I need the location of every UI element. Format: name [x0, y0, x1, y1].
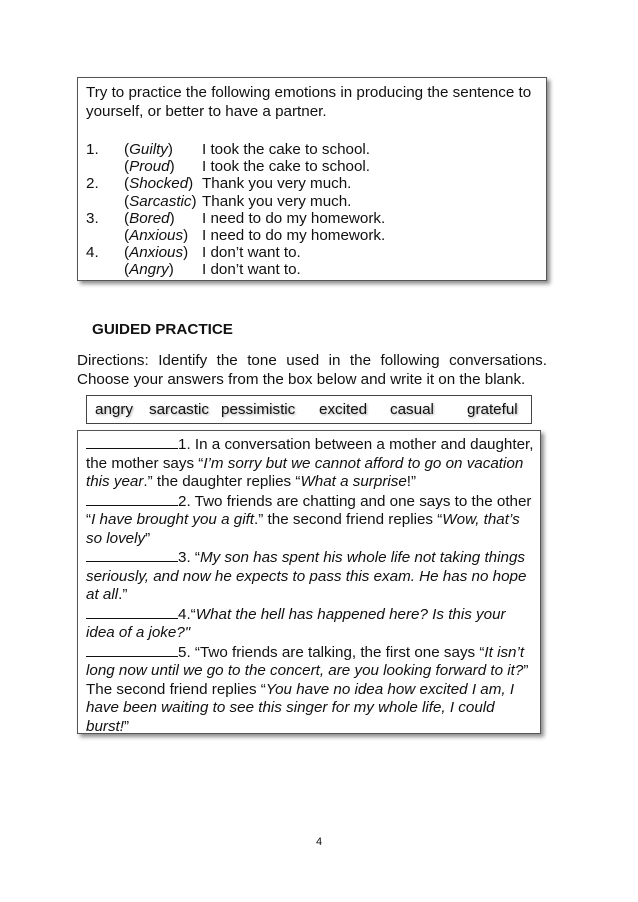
word-choice-box	[86, 395, 532, 424]
emotion-label: (Anxious)	[124, 227, 189, 244]
conversation-item	[86, 548, 534, 605]
answer-blank[interactable]	[86, 492, 178, 506]
practice-sentence: I took the cake to school.	[202, 141, 371, 158]
conversation-text: “	[194, 549, 200, 566]
word-choice: pessimistic	[221, 401, 296, 418]
practice-sentence: I need to do my homework.	[202, 209, 386, 227]
emotion-row-number: 3.	[86, 209, 99, 227]
practice-sentence: Thank you very much.	[202, 175, 352, 193]
word-choice: casual	[390, 401, 434, 418]
conversation-text: .” the daughter replies “	[143, 473, 301, 490]
conversation-number: 3.	[178, 549, 195, 566]
emotion-row-number: 2.	[86, 175, 99, 193]
conversation-text: Two friends are chatting and one says to the other “	[86, 492, 532, 528]
practice-sentence: I don’t want to.	[202, 244, 301, 262]
emotion-row-number: 1.	[86, 141, 99, 158]
conversation-number: 1.	[178, 436, 195, 453]
conversation-text: “Two friends are talking, the first one says “	[194, 643, 485, 661]
answer-blank[interactable]	[86, 548, 178, 562]
emotion-label: (Proud)	[124, 158, 175, 176]
answer-blank[interactable]	[86, 605, 178, 619]
conversation-text: In a conversation between a mother and daughter, the mother says “	[86, 436, 534, 472]
conversation-item	[86, 492, 534, 549]
conversation-text: ” The second friend replies “	[86, 662, 529, 698]
directions-text: Directions: Identify the tone used in the following conversations. Choose your answers from the box below and write it on the blank.	[77, 352, 547, 388]
answer-blank[interactable]	[86, 435, 178, 449]
conversation-text: ”	[145, 529, 151, 547]
conversation-number: 5.	[178, 643, 195, 661]
dialogue-quote: What a surprise	[300, 473, 407, 490]
conversation-text: .”	[118, 586, 128, 603]
conversation-text: !”	[406, 473, 417, 490]
word-choice: angry	[95, 401, 133, 418]
emotion-label: (Anxious)	[124, 244, 189, 262]
conversation-item	[86, 435, 534, 492]
dialogue-quote: You have no idea how excited I am, I have been waiting to see this singer for my whole life, I could burst!	[86, 680, 515, 735]
emotions-practice-box	[77, 77, 547, 281]
dialogue-quote: My son has spent his whole life not taking things seriously, and now he expects to pass this exam. He has no hope at all	[86, 549, 527, 603]
conversation-text: ”	[123, 717, 130, 735]
word-choice: excited	[319, 401, 368, 418]
practice-sentence: I took the cake to school.	[202, 158, 371, 176]
emotion-label: (Sarcastic)	[124, 192, 197, 210]
section-heading: GUIDED PRACTICE	[92, 321, 233, 338]
conversation-box	[77, 430, 541, 734]
practice-sentence: I need to do my homework.	[202, 227, 386, 244]
dialogue-quote: It isn’t long now until we go to the concert, are you looking forward to it?	[86, 643, 525, 679]
emotion-row-number: 4.	[86, 244, 99, 262]
conversation-text: “	[190, 605, 196, 623]
conversation-list	[86, 435, 534, 736]
dialogue-quote: I’m sorry but we cannot afford to go on vacation this year	[86, 454, 524, 490]
emotions-intro-text: Try to practice the following emotions in producing the sentence to yourself, or better to have a partner.	[86, 84, 532, 120]
dialogue-quote: What the hell has happened here? Is this your idea of a joke?"	[86, 605, 506, 641]
page-number: 4	[315, 836, 323, 848]
practice-sentence: Thank you very much.	[202, 192, 352, 210]
emotion-label: (Bored)	[124, 209, 175, 227]
word-choice: grateful	[467, 401, 518, 418]
conversation-item	[86, 643, 534, 737]
answer-blank[interactable]	[86, 643, 178, 657]
practice-sentence: I don’t want to.	[202, 261, 301, 279]
emotion-label: (Guilty)	[124, 141, 173, 158]
dialogue-quote: I have brought you a gift	[91, 511, 255, 528]
conversation-number: 2.	[178, 492, 195, 510]
dialogue-quote: Wow, that’s so lovely	[86, 511, 520, 547]
emotion-label: (Shocked)	[124, 175, 194, 193]
word-choice: sarcastic	[149, 401, 209, 418]
conversation-text: .” the second friend replies “	[254, 511, 443, 528]
conversation-item	[86, 605, 534, 643]
conversation-number: 4.	[178, 605, 191, 623]
emotion-label: (Angry)	[124, 261, 174, 279]
